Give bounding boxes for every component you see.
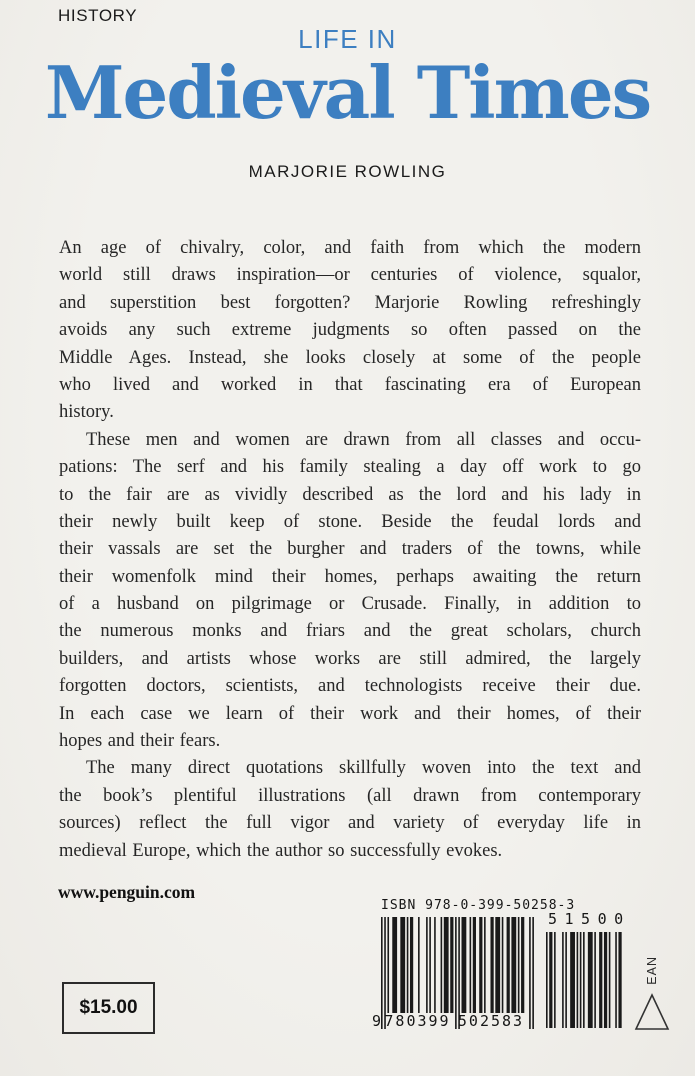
body-line: world still draws inspiration—or centuries of violence, squalor,: [59, 265, 641, 286]
body-line: An age of chivalry, color, and faith from which the modern: [59, 238, 641, 258]
body-line: avoids any such extreme judgments so often passed on the: [59, 320, 641, 341]
body-line: and superstition best forgotten? Marjorie Rowling refreshingly: [59, 292, 641, 313]
publisher-website: www.penguin.com: [58, 882, 196, 902]
body-line: their vassals are set the burgher and traders of the towns, while: [59, 539, 641, 560]
body-line: The many direct quotations skillfully woven into the text and: [86, 758, 641, 779]
ean-label: EAN: [645, 956, 659, 985]
barcode-addon-digits: 51500: [548, 910, 631, 928]
ean-mark: [633, 956, 671, 1032]
body-paragraph: [59, 427, 641, 756]
barcode-digits-row: [372, 1012, 540, 1030]
body-paragraph: [59, 235, 641, 427]
body-line: to the fair are as vividly described as the lord and his lady in: [59, 484, 641, 505]
body-line: hopes and their fears.: [59, 731, 221, 752]
body-line: medieval Europe, which the author so successfully evokes.: [59, 840, 503, 861]
body-copy: [59, 235, 641, 865]
body-line: the book’s plentiful illustrations (all drawn from contemporary: [59, 785, 641, 806]
body-line: of a husband on pilgrimage or Crusade. Finally, in addition to: [59, 594, 641, 615]
body-line: their womenfolk mind their homes, perhaps awaiting the return: [59, 566, 641, 587]
category-label: HISTORY: [58, 6, 138, 25]
barcode-addon: [546, 910, 631, 1030]
barcode-addon-bars: [546, 932, 622, 1028]
barcode-digit-group-1: 780399: [384, 1012, 451, 1030]
isbn-label: ISBN 978-0-399-50258-3: [381, 898, 576, 913]
title-kicker: LIFE IN: [298, 24, 397, 54]
barcode-digit-group-2: 502583: [457, 1012, 525, 1030]
body-line: These men and women are drawn from all classes and occu-: [86, 429, 641, 450]
body-line: sources) reflect the full vigor and variety of everyday life in: [59, 813, 641, 834]
body-line: In each case we learn of their work and their homes, of their: [59, 703, 641, 724]
author-name: MARJORIE ROWLING: [248, 162, 447, 181]
body-line: the numerous monks and friars and the great scholars, church: [59, 621, 641, 642]
body-line: pations: The serf and his family stealing a day off work to go: [59, 457, 641, 478]
barcode-main: [372, 898, 576, 1034]
body-line: Middle Ages. Instead, she looks closely at some of the people: [59, 347, 641, 368]
book-title: Medieval Times: [44, 50, 651, 135]
ean-triangle-icon: [634, 993, 670, 1031]
body-line: their newly built keep of stone. Beside the feudal lords and: [59, 511, 641, 532]
price-text: $15.00: [79, 997, 138, 1018]
price-box: [62, 982, 155, 1034]
barcode-digit-first: 9: [372, 1012, 382, 1030]
body-line: builders, and artists whose works are still admired, the largely: [59, 648, 641, 669]
body-paragraph: [59, 755, 641, 865]
body-line: history.: [59, 402, 114, 423]
body-line: forgotten doctors, scientists, and technologists receive their due.: [59, 676, 641, 697]
body-line: who lived and worked in that fascinating era of European: [59, 374, 641, 395]
